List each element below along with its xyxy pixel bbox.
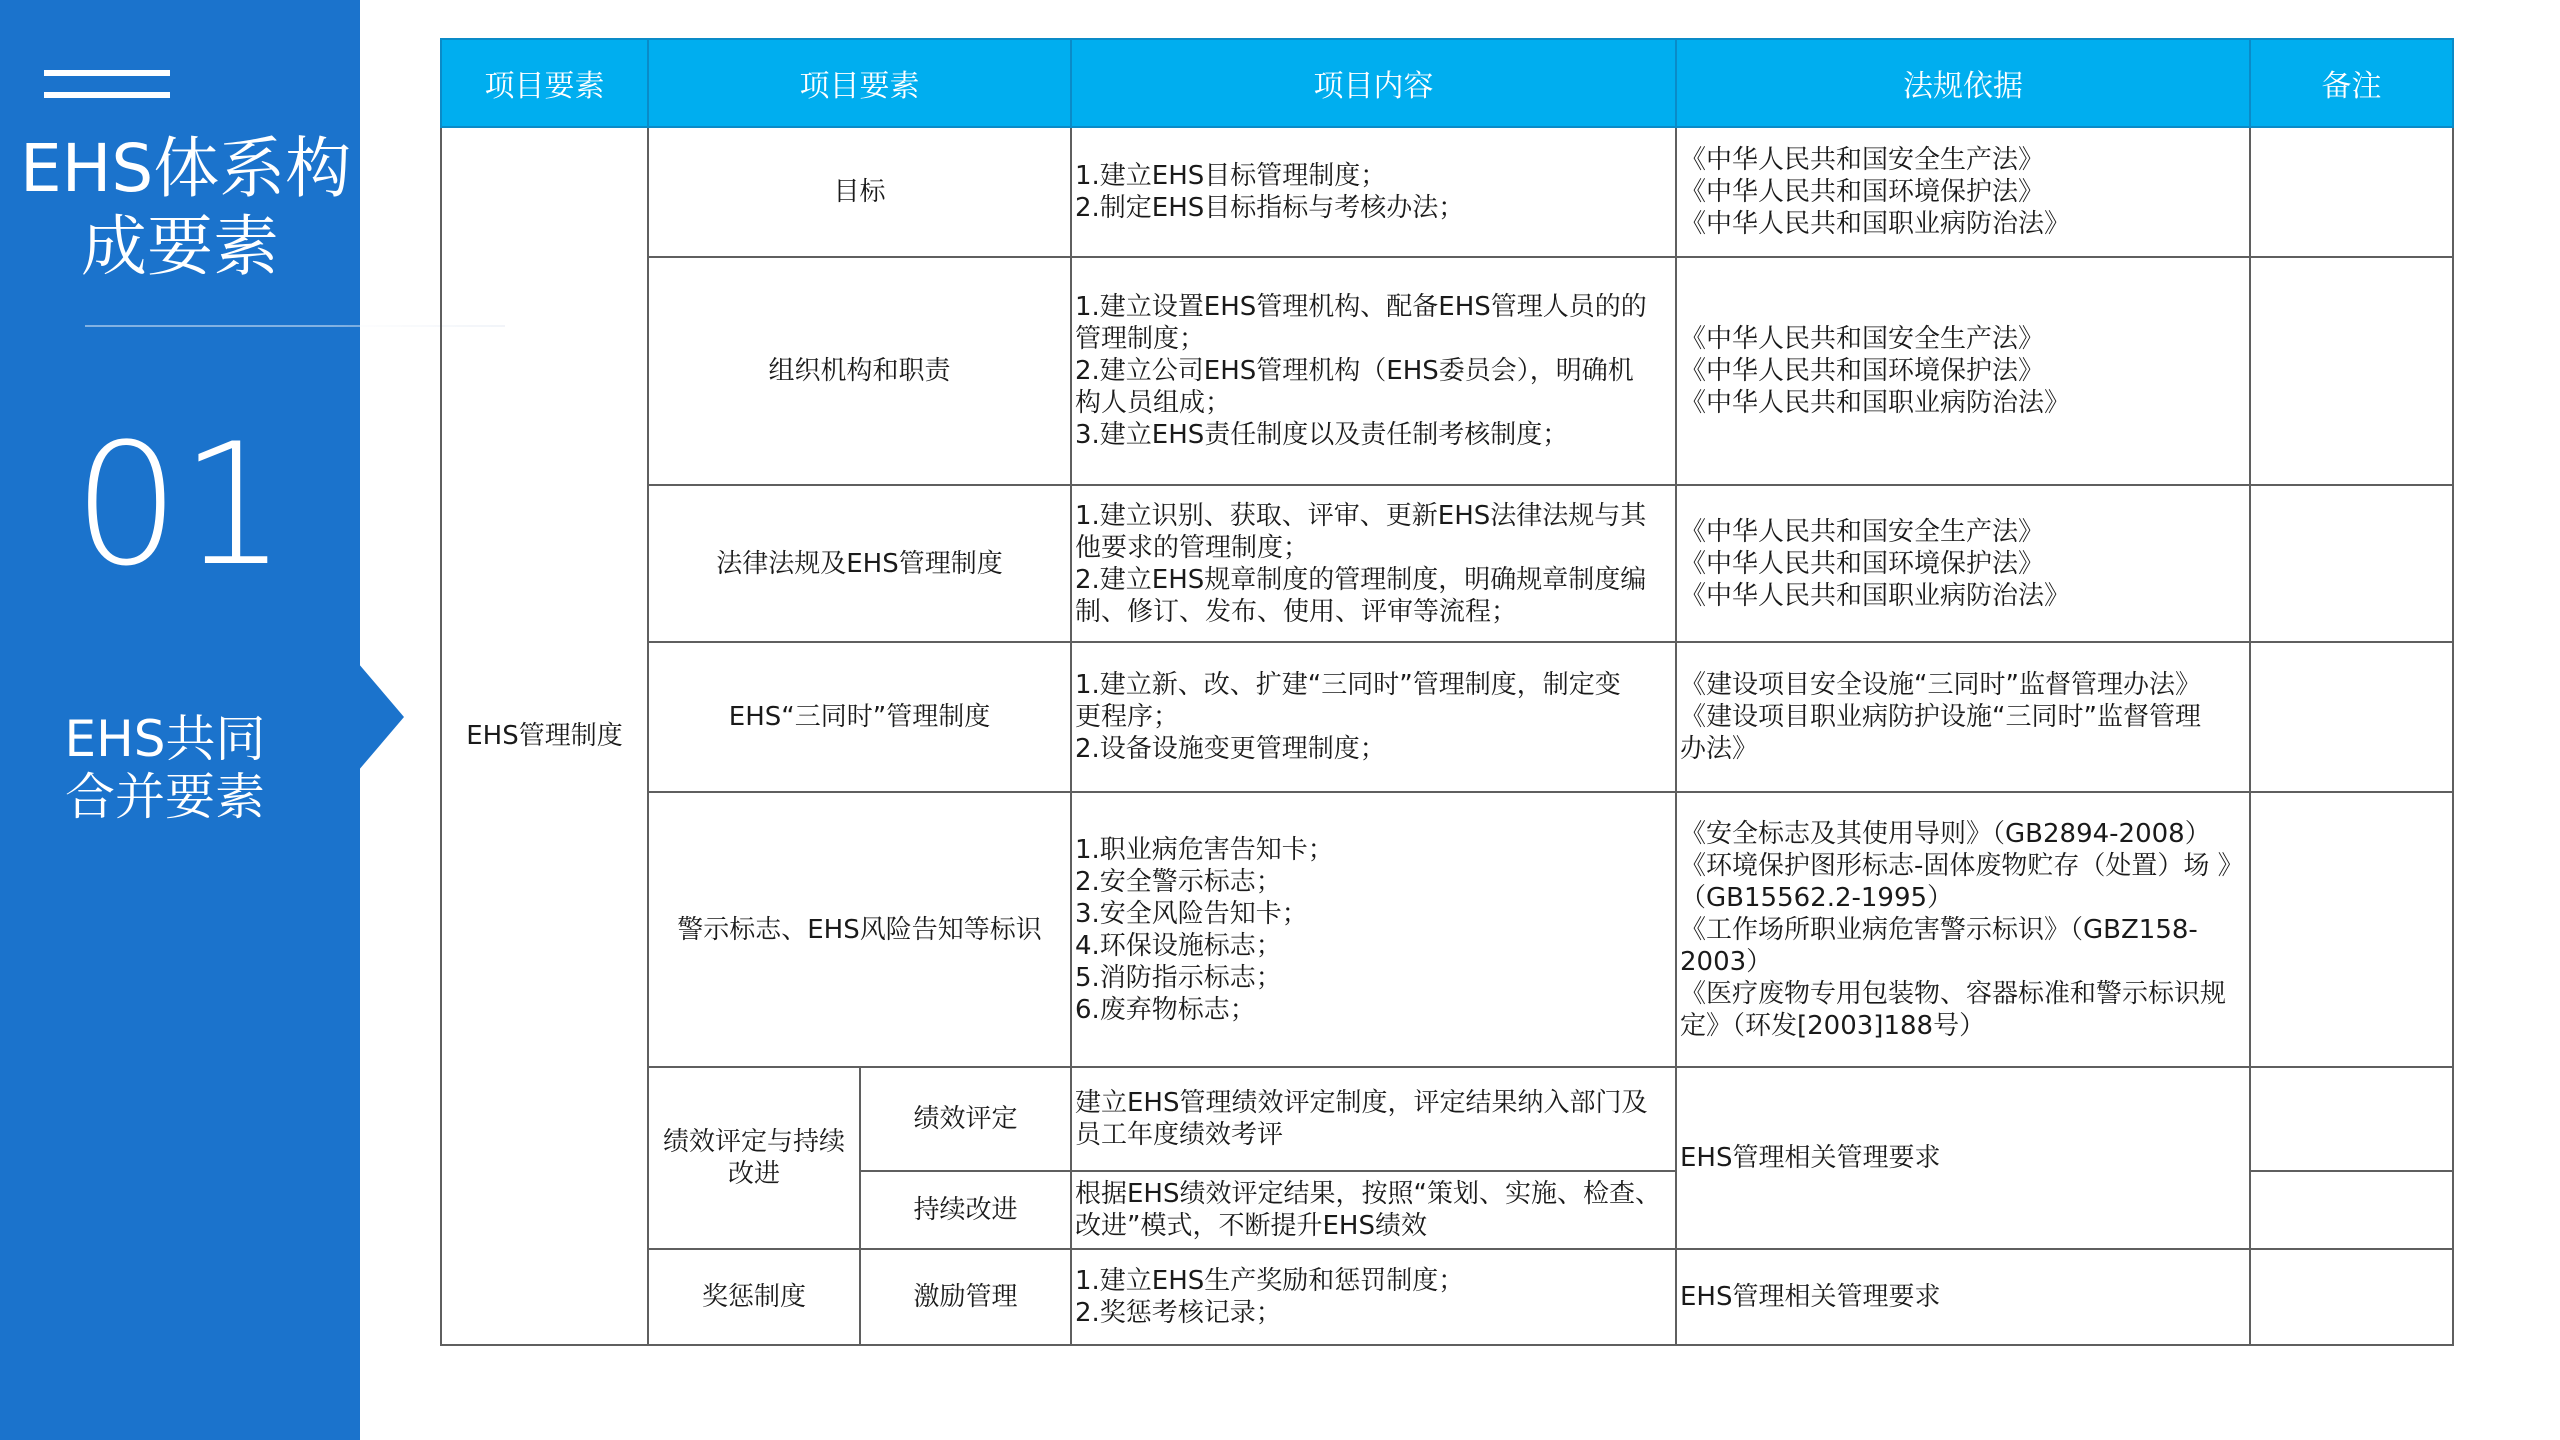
basis-cell: 《中华人民共和国安全生产法》 《中华人民共和国环境保护法》 《中华人民共和国职业病防治法》	[1676, 127, 2250, 257]
ehs-elements-table	[440, 38, 2454, 1346]
table-row	[441, 127, 2453, 257]
section-number: 01	[73, 407, 287, 603]
table-row	[441, 485, 2453, 642]
sub-element-cell: 激励管理	[860, 1249, 1071, 1345]
table-row	[441, 1067, 2453, 1171]
basis-cell: EHS管理相关管理要求	[1676, 1249, 2250, 1345]
element-cell: 奖惩制度	[648, 1249, 860, 1345]
basis-cell: 《建设项目安全设施“三同时”监督管理办法》 《建设项目职业病防护设施“三同时”监督管理 办法》	[1676, 642, 2250, 792]
remark-cell	[2250, 1067, 2453, 1171]
header-content: 项目内容	[1071, 39, 1676, 127]
table-row	[441, 1249, 2453, 1345]
basis-cell: 《中华人民共和国安全生产法》 《中华人民共和国环境保护法》 《中华人民共和国职业病防治法》	[1676, 485, 2250, 642]
remark-cell	[2250, 792, 2453, 1067]
header-legal-basis: 法规依据	[1676, 39, 2250, 127]
table-row	[441, 642, 2453, 792]
content-cell: 1.建立EHS目标管理制度； 2.制定EHS目标指标与考核办法；	[1071, 127, 1676, 257]
header-element-1: 项目要素	[441, 39, 648, 127]
remark-cell	[2250, 485, 2453, 642]
content-cell: 1.建立识别、获取、评审、更新EHS法律法规与其 他要求的管理制度； 2.建立EHS规章制度的管理制度，明确规章制度编 制、修订、发布、使用、评审等流程；	[1071, 485, 1676, 642]
section-title: EHS体系构 成要素	[20, 130, 352, 285]
remark-cell	[2250, 257, 2453, 485]
content-cell: 建立EHS管理绩效评定制度，评定结果纳入部门及 员工年度绩效考评	[1071, 1067, 1676, 1171]
ehs-elements-table-wrap	[440, 38, 2454, 1346]
element-cell: EHS“三同时”管理制度	[648, 642, 1071, 792]
sub-element-cell: 持续改进	[860, 1171, 1071, 1249]
element-cell: 绩效评定与持续改进	[648, 1067, 860, 1249]
content-cell: 1.建立新、改、扩建“三同时”管理制度，制定变 更程序； 2.设备设施变更管理制度；	[1071, 642, 1676, 792]
element-cell: 目标	[648, 127, 1071, 257]
sub-element-cell: 绩效评定	[860, 1067, 1071, 1171]
content-cell: 根据EHS绩效评定结果，按照“策划、实施、检查、 改进”模式，不断提升EHS绩效	[1071, 1171, 1676, 1249]
content-cell: 1.职业病危害告知卡； 2.安全警示标志； 3.安全风险告知卡； 4.环保设施标志； 5.消防指示标志； 6.废弃物标志；	[1071, 792, 1676, 1067]
header-element-2: 项目要素	[648, 39, 1071, 127]
element-cell: 警示标志、EHS风险告知等标识	[648, 792, 1071, 1067]
basis-cell: 《中华人民共和国安全生产法》 《中华人民共和国环境保护法》 《中华人民共和国职业病防治法》	[1676, 257, 2250, 485]
table-row	[441, 257, 2453, 485]
basis-cell: 《安全标志及其使用导则》（GB2894-2008） 《环境保护图形标志-固体废物贮存（处置）场 》 （GB15562.2-1995） 《工作场所职业病危害警示标识》（GBZ158- 2003） 《医疗废物专用包装物、容器标准和警示标识规 定》（环发[2003]188号）	[1676, 792, 2250, 1067]
remark-cell	[2250, 642, 2453, 792]
pointer-arrow-icon	[358, 663, 404, 771]
remark-cell	[2250, 1249, 2453, 1345]
content-cell: 1.建立EHS生产奖励和惩罚制度； 2.奖惩考核记录；	[1071, 1249, 1676, 1345]
content-cell: 1.建立设置EHS管理机构、配备EHS管理人员的的 管理制度； 2.建立公司EHS管理机构（EHS委员会），明确机 构人员组成； 3.建立EHS责任制度以及责任制考核制度；	[1071, 257, 1676, 485]
table-header-row	[441, 39, 2453, 127]
element-cell: 组织机构和职责	[648, 257, 1071, 485]
sidebar	[0, 0, 360, 1440]
section-subtitle: EHS共同 合并要素	[64, 710, 266, 826]
remark-cell	[2250, 1171, 2453, 1249]
menu-lines-icon	[44, 70, 170, 100]
category-cell: EHS管理制度	[441, 127, 648, 1345]
remark-cell	[2250, 127, 2453, 257]
header-remark: 备注	[2250, 39, 2453, 127]
element-cell: 法律法规及EHS管理制度	[648, 485, 1071, 642]
table-row	[441, 792, 2453, 1067]
basis-cell: EHS管理相关管理要求	[1676, 1067, 2250, 1249]
